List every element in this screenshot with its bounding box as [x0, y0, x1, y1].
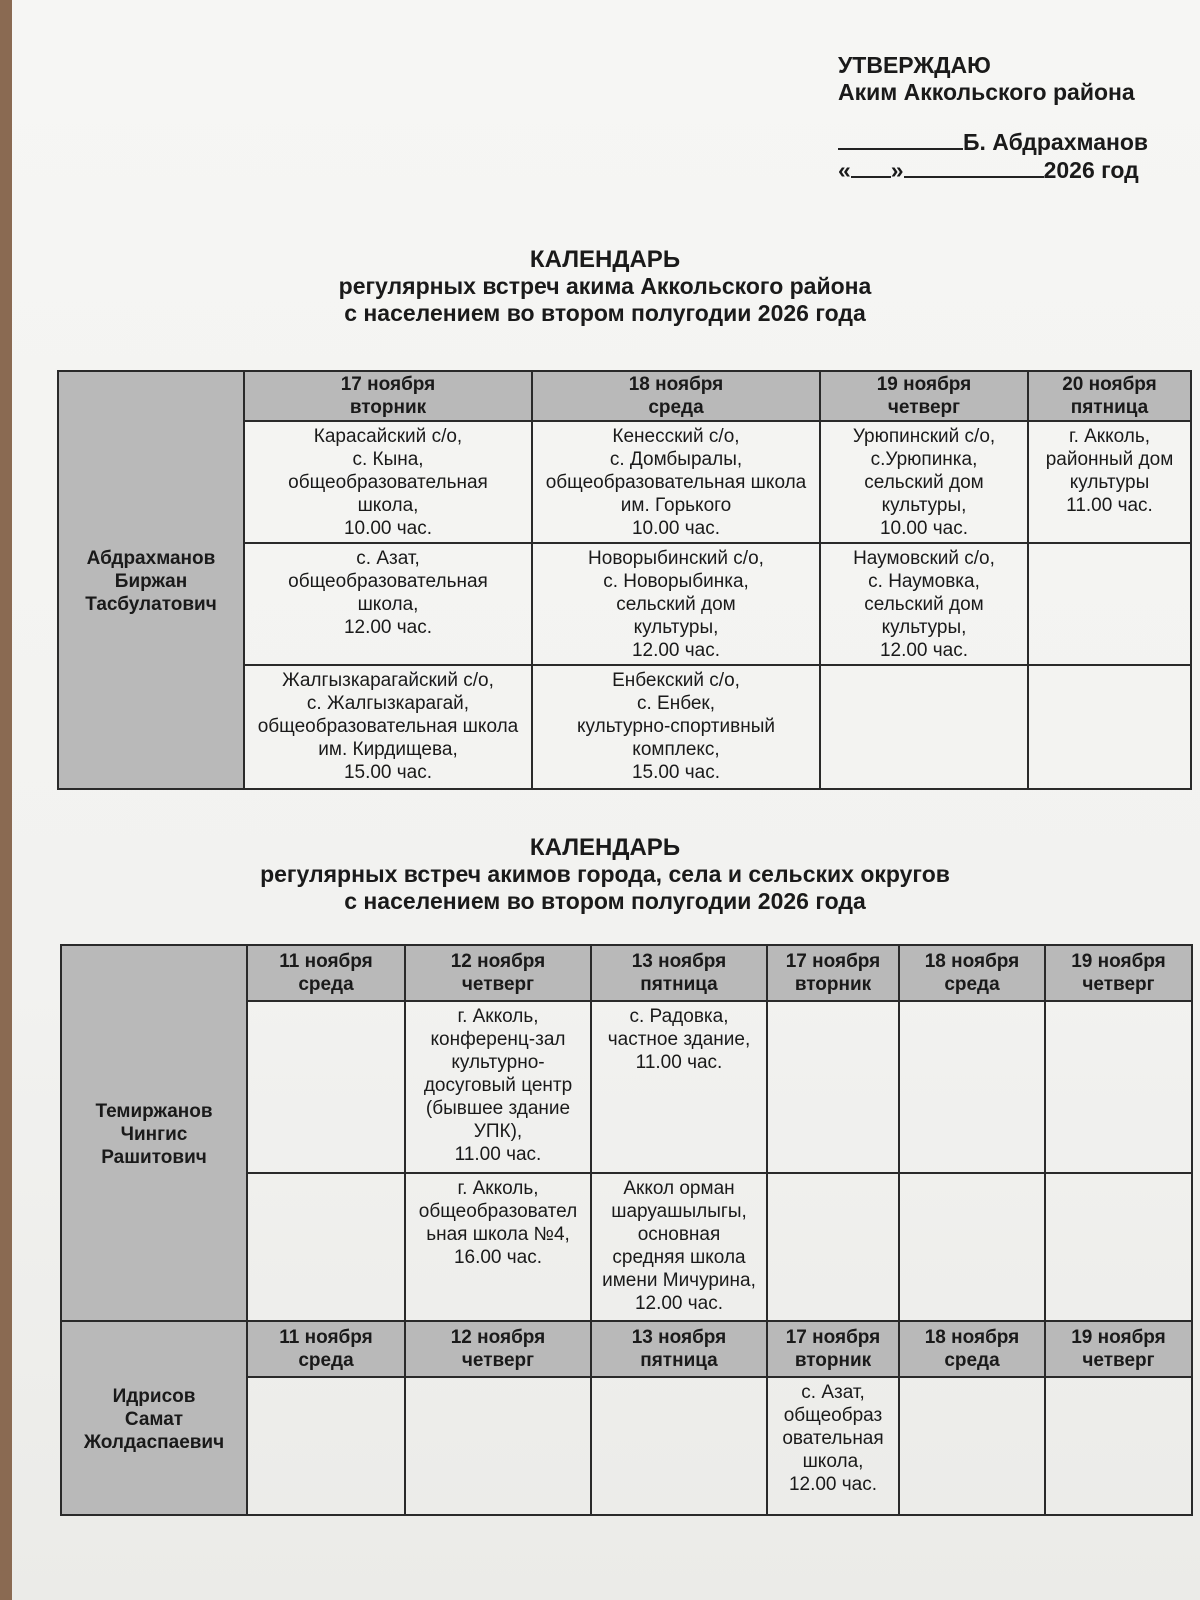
- section2-subtitle-2: с населением во втором полугодии 2026 года: [344, 888, 866, 914]
- person-name-cell: Абдрахманов Биржан Тасбулатович: [58, 371, 244, 789]
- header-date-cell: 18 ноября среда: [899, 1321, 1045, 1377]
- section1-subtitle-2: с населением во втором полугодии 2026 года: [344, 300, 866, 326]
- section1-subtitle-1: регулярных встреч акима Аккольского района: [338, 273, 872, 299]
- empty-cell: [591, 1377, 767, 1515]
- header-date-cell: 19 ноября четверг: [820, 371, 1028, 421]
- month-blank: [904, 156, 1044, 178]
- approval-block: [838, 52, 1188, 184]
- empty-cell: [767, 1173, 899, 1321]
- meeting-cell: Аккол орман шаруашылыгы, основная средняя школа имени Мичурина, 12.00 час.: [591, 1173, 767, 1321]
- empty-cell: [1045, 1173, 1192, 1321]
- table-header-row: [61, 945, 1192, 1001]
- header-date-cell: 17 ноября вторник: [244, 371, 532, 421]
- meeting-cell: Наумовский с/о, с. Наумовка, сельский дом культуры, 12.00 час.: [820, 543, 1028, 665]
- header-date-cell: 17 ноября вторник: [767, 1321, 899, 1377]
- empty-cell: [820, 665, 1028, 789]
- background-edge: [0, 0, 12, 1600]
- empty-cell: [247, 1173, 405, 1321]
- meeting-cell: с. Азат, общеобразовательная школа, 12.00 час.: [244, 543, 532, 665]
- header-date-cell: 12 ноября четверг: [405, 945, 591, 1001]
- empty-cell: [899, 1377, 1045, 1515]
- calendar-table-rural-akims: [60, 944, 1193, 1516]
- approval-year: 2026 год: [1043, 157, 1139, 183]
- empty-cell: [1028, 543, 1191, 665]
- meeting-cell: г. Акколь, общеобразовател ьная школа №4, 16.00 час.: [405, 1173, 591, 1321]
- header-date-cell: 12 ноября четверг: [405, 1321, 591, 1377]
- meeting-cell: Карасайский с/о, с. Кына, общеобразовательная школа, 10.00 час.: [244, 421, 532, 543]
- empty-cell: [247, 1001, 405, 1173]
- empty-cell: [899, 1173, 1045, 1321]
- signature-blank: [838, 128, 963, 150]
- approval-date-line: « » 2026 год: [838, 157, 1139, 183]
- header-date-cell: 11 ноября среда: [247, 945, 405, 1001]
- person-name-cell: Темиржанов Чингис Рашитович: [61, 945, 247, 1321]
- section2-heading: КАЛЕНДАРЬ: [529, 834, 681, 861]
- calendar-table-akim-district: [57, 370, 1192, 790]
- approval-heading: УТВЕРЖДАЮ: [838, 52, 991, 78]
- header-date-cell: 18 ноября среда: [899, 945, 1045, 1001]
- section2-subtitle-1: регулярных встреч акимов города, села и сельских округов: [260, 861, 950, 887]
- meeting-cell: г. Акколь, районный дом культуры 11.00 час.: [1028, 421, 1191, 543]
- section2-title: [40, 834, 1170, 915]
- empty-cell: [1045, 1377, 1192, 1515]
- empty-cell: [1028, 665, 1191, 789]
- meeting-cell: Кенесский с/о, с. Домбыралы, общеобразовательная школа им. Горького 10.00 час.: [532, 421, 820, 543]
- meeting-cell: с. Радовка, частное здание, 11.00 час.: [591, 1001, 767, 1173]
- empty-cell: [899, 1001, 1045, 1173]
- meeting-cell: г. Акколь, конференц-зал культурно- досуговый центр (бывшее здание УПК), 11.00 час.: [405, 1001, 591, 1173]
- section1-heading: КАЛЕНДАРЬ: [529, 246, 681, 273]
- empty-cell: [767, 1001, 899, 1173]
- header-date-cell: 13 ноября пятница: [591, 1321, 767, 1377]
- header-date-cell: 20 ноября пятница: [1028, 371, 1191, 421]
- person-name-cell: Идрисов Самат Жолдаспаевич: [61, 1321, 247, 1515]
- approval-position: Аким Аккольского района: [838, 79, 1135, 105]
- header-date-cell: 18 ноября среда: [532, 371, 820, 421]
- table-header-row: [61, 1321, 1192, 1377]
- empty-cell: [247, 1377, 405, 1515]
- empty-cell: [1045, 1001, 1192, 1173]
- header-date-cell: 17 ноября вторник: [767, 945, 899, 1001]
- meeting-cell: Новорыбинский с/о, с. Новорыбинка, сельский дом культуры, 12.00 час.: [532, 543, 820, 665]
- meeting-cell: Жалгызкарагайский с/о, с. Жалгызкарагай, общеобразовательная школа им. Кирдищева, 15.00 час.: [244, 665, 532, 789]
- empty-cell: [405, 1377, 591, 1515]
- table-header-row: [58, 371, 1191, 421]
- approval-signature-line: [838, 128, 1188, 156]
- meeting-cell: с. Азат, общеобраз овательная школа, 12.00 час.: [767, 1377, 899, 1515]
- meeting-cell: Урюпинский с/о, с.Урюпинка, сельский дом культуры, 10.00 час.: [820, 421, 1028, 543]
- section1-title: [40, 246, 1170, 327]
- header-date-cell: 11 ноября среда: [247, 1321, 405, 1377]
- header-date-cell: 19 ноября четверг: [1045, 945, 1192, 1001]
- header-date-cell: 13 ноября пятница: [591, 945, 767, 1001]
- approval-signatory: Б. Абдрахманов: [963, 129, 1149, 155]
- meeting-cell: Енбекский с/о, с. Енбек, культурно-спортивный комплекс, 15.00 час.: [532, 665, 820, 789]
- day-blank: [851, 156, 891, 178]
- header-date-cell: 19 ноября четверг: [1045, 1321, 1192, 1377]
